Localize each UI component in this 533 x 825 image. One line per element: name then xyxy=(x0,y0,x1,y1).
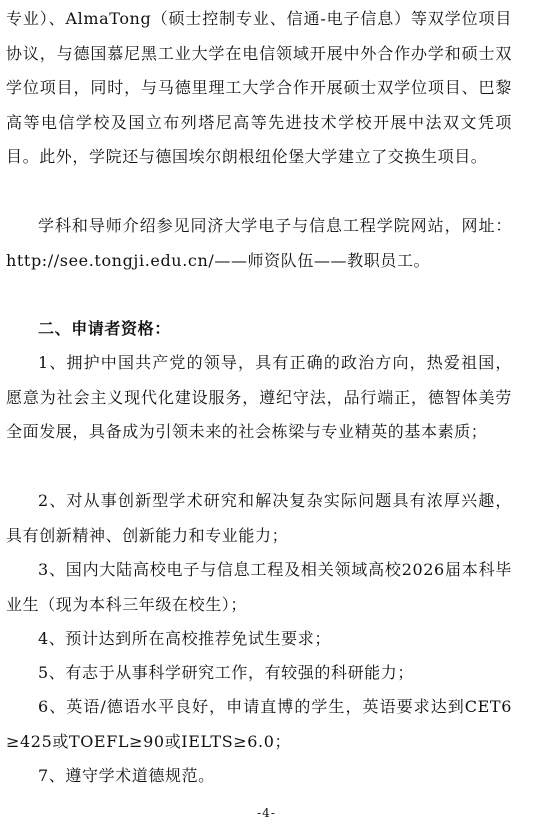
requirement-item-3: 3、国内大陆高校电子与信息工程及相关领域高校2026届本科毕业生（现为本科三年级在校生）； xyxy=(6,560,512,614)
requirement-item-2: 2、对从事创新型学术研究和解决复杂实际问题具有浓厚兴趣，具有创新精神、创新能力和专业能力； xyxy=(6,491,512,545)
requirement-item-1: 1、拥护中国共产党的领导，具有正确的政治方向，热爱祖国，愿意为社会主义现代化建设服务，遵纪守法，品行端正，德智体美劳全面发展，具备成为引领未来的社会栋梁与专业精英的基本素质； xyxy=(6,353,512,441)
website-paragraph: 学科和导师介绍参见同济大学电子与信息工程学院网站，网址：http://see.tongji.edu.cn/——师资队伍——教职员工。 xyxy=(6,216,512,270)
intro-paragraph: 专业）、AlmaTong（硕士控制专业、信通-电子信息）等双学位项目协议，与德国慕尼黑工业大学在电信领域开展中外合作办学和硕士双学位项目，同时，与马德里理工大学合作开展硕士双学位项目、巴黎高等电信学校及国立布列塔尼高等先进技术学校开展中法双文凭项目。此外，学院还与德国埃尔朗根纽伦堡大学建立了交换生项目。 xyxy=(6,9,512,166)
requirement-item-4: 4、预计达到所在高校推荐免试生要求； xyxy=(38,629,331,648)
page-number: -4- xyxy=(257,806,276,820)
requirement-item-7: 7、遵守学术道德规范。 xyxy=(38,766,215,785)
requirement-item-5: 5、有志于从事科学研究工作，有较强的科研能力； xyxy=(38,663,414,682)
section-heading: 二、申请者资格： xyxy=(38,319,171,338)
requirement-item-6: 6、英语/德语水平良好，申请直博的学生，英语要求达到CET6≥425或TOEFL≥90或IELTS≥6.0； xyxy=(6,697,512,751)
